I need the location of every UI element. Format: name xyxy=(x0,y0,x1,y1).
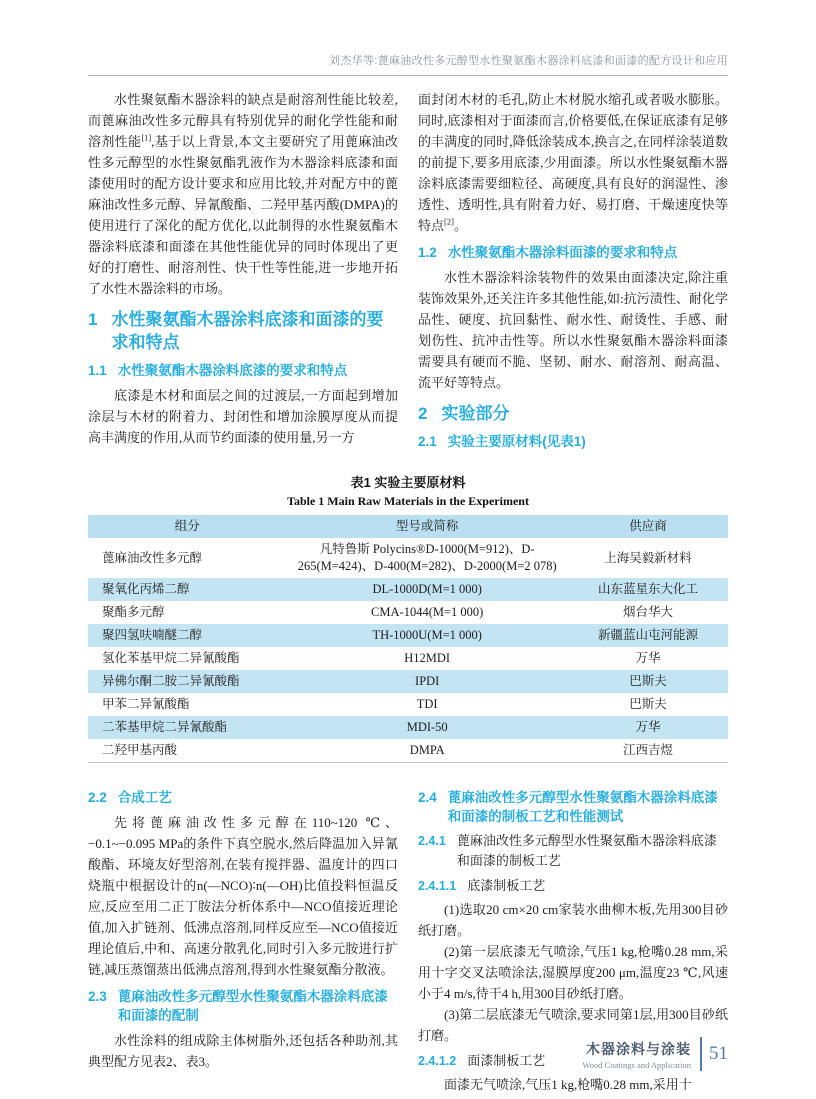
section-heading-1-2 xyxy=(418,243,728,262)
section-number: 1.1 xyxy=(88,363,107,378)
section-title: 蓖麻油改性多元醇型水性聚氨酯木器涂料底漆和面漆的制板工艺 xyxy=(456,833,717,868)
table-row xyxy=(88,601,728,624)
table-cell: 二羟甲基丙酸 xyxy=(102,743,178,757)
table-cell: 江西吉煜 xyxy=(622,743,673,757)
section-title: 水性聚氨酯木器涂料底漆和面漆的要求和特点 xyxy=(111,310,384,352)
running-head: 刘杰华等:蓖麻油改性多元醇型水性聚氨酯木器涂料底漆和面漆的配方设计和应用 xyxy=(329,55,728,67)
table-cell: CMA-1044(M=1 000) xyxy=(371,605,484,619)
table-cell: TDI xyxy=(416,697,438,711)
section-heading-2-2 xyxy=(88,788,398,807)
section-number: 2.4.1.2 xyxy=(418,1054,457,1068)
section-title: 面漆制板工艺 xyxy=(467,1053,546,1068)
table-cell: 聚氧化丙烯二醇 xyxy=(102,582,190,596)
section-heading-1-1 xyxy=(88,361,398,380)
table-row xyxy=(88,578,728,601)
table-cell: 蓖麻油改性多元醇 xyxy=(102,550,203,565)
paragraph: 面漆无气喷涂,气压1 kg,枪嘴0.28 mm,采用十 xyxy=(444,1077,692,1092)
section-number: 2.3 xyxy=(88,989,107,1004)
citation-ref: [1] xyxy=(141,132,152,143)
footer-divider xyxy=(700,1037,702,1071)
table1 xyxy=(88,515,728,763)
section-number: 1.2 xyxy=(418,245,437,260)
paragraph-text: 面封闭木材的毛孔,防止木材脱水缩孔或者吸水膨胀。同时,底漆相对于面漆而言,价格要低,在保证底漆有足够的丰满度的同时,降低涂装成本,换言之,在同样涂装道数的前提下,要多用底漆,少用面漆。所以水性聚氨酯木器涂料底漆需要细粒径、高硬度,具有良好的润湿性、渗透性、透明性,具有附着力好、易打磨、干燥速度快等特点 xyxy=(418,92,728,233)
table-cell: TH-1000U(M=1 000) xyxy=(372,628,482,642)
section-heading-2-1 xyxy=(418,432,728,451)
paragraph: 底漆是木材和面层之间的过渡层,一方面起到增加涂层与木材的附着力、封闭性和增加涂膜厚度从而提高丰满度的作用,从而节约面漆的使用量,另一方 xyxy=(88,388,398,445)
paragraph: 水性涂料的组成除主体树脂外,还包括各种助剂,其典型配方见表2、表3。 xyxy=(88,1033,398,1069)
table-row xyxy=(88,538,728,578)
table-cell: 烟台华大 xyxy=(622,605,673,619)
table-row xyxy=(88,739,728,763)
paragraph-text: 水性聚氨酯木器涂料的缺点是耐溶剂性能比较差,而蓖麻油改性多元醇具有特别优异的耐化学性能和耐溶剂性能 xyxy=(88,92,398,149)
page-number: 51 xyxy=(709,1043,728,1064)
procedure-step: (3)第二层底漆无气喷涂,要求同第1层,用300目砂纸打磨。 xyxy=(418,1007,728,1043)
section-title: 蓖麻油改性多元醇型水性聚氨酯木器涂料底漆和面漆的配制 xyxy=(117,989,388,1023)
section-heading-2-4-1 xyxy=(418,831,728,871)
section-title: 实验主要原材料(见表1) xyxy=(447,434,586,449)
section-number: 2.1 xyxy=(418,434,437,449)
section-title: 实验部分 xyxy=(441,404,510,423)
journal-name-block xyxy=(582,1039,691,1070)
table-cell: 巴斯夫 xyxy=(629,697,667,711)
column-header: 型号或简称 xyxy=(286,515,568,538)
table-header-row xyxy=(88,515,728,538)
table-cell: MDI-50 xyxy=(406,720,448,734)
section-title: 底漆制板工艺 xyxy=(467,878,546,893)
top-columns xyxy=(88,89,728,456)
table-row xyxy=(88,716,728,739)
paragraph: 水性木器涂料涂装物件的效果由面漆决定,除注重装饰效果外,还关注许多其他性能,如:抗污渍性、耐化学品性、硬度、抗回黏性、耐水性、耐烫性、手感、耐划伤性、抗冲击性等。所以水性聚氨酯木器涂料面漆需要具有硬而不脆、坚韧、耐水、耐溶剂、耐高温、流平好等特点。 xyxy=(418,270,728,390)
top-left-column xyxy=(88,89,398,456)
section-number: 2.4.1 xyxy=(418,834,446,848)
column-header: 组分 xyxy=(88,515,286,538)
top-right-column xyxy=(418,89,728,456)
journal-name-cn: 木器涂料与涂装 xyxy=(586,1040,691,1057)
section-title: 水性聚氨酯木器涂料面漆的要求和特点 xyxy=(447,245,678,260)
table1-block xyxy=(88,472,728,763)
section-heading-2 xyxy=(418,402,728,425)
citation-ref: [2] xyxy=(444,216,454,227)
table-cell: 异佛尔酮二胺二异氰酸酯 xyxy=(102,674,240,688)
column-header: 供应商 xyxy=(568,515,728,538)
table-cell: 巴斯夫 xyxy=(629,674,667,688)
page-footer xyxy=(582,1037,728,1071)
table-cell: 氢化苯基甲烷二异氰酸酯 xyxy=(102,651,240,665)
table-row xyxy=(88,647,728,670)
table-cell: 上海吴毅新材料 xyxy=(604,550,692,565)
section-heading-2-4 xyxy=(418,788,728,826)
section-heading-2-4-1-1 xyxy=(418,876,728,896)
paragraph-text: ,基于以上背景,本文主要研究了用蓖麻油改性多元醇型的水性聚氨酯乳液作为木器涂料底漆和面漆使用时的配方设计要求和应用比较,并对配方中的蓖麻油改性多元醇、异氰酸酯、二羟甲基丙酸(DMPA)的使用进行了深化的配方优化,以此制得的水性聚氨酯木器涂料底漆和面漆在其他性能优异的同时体现出了更好的打磨性、耐溶剂性、快干性等性能,进一步地开拓了水性木器涂料的市场。 xyxy=(88,134,398,296)
section-number: 1 xyxy=(88,310,98,329)
table-cell: 万华 xyxy=(635,720,661,734)
table-cell: DMPA xyxy=(409,743,445,757)
table-cell: 万华 xyxy=(635,651,661,665)
section-number: 2 xyxy=(418,404,428,423)
table-row xyxy=(88,670,728,693)
paragraph: 先将蓖麻油改性多元醇在110~120 ℃、−0.1~−0.095 MPa的条件下真空脱水,然后降温加入异氰酸酯、环境友好型溶剂,在装有搅拌器、温度计的四口烧瓶中根据设计的n(—NCO)∶n(—OH)比值投料恒温反应,反应至用二正丁胺法分析体系中—NCO值接近理论值,加入扩链剂、低沸点溶剂,同样反应至—NCO值接近理论值后,中和、高速分散乳化,同时引入多元胺进行扩链,减压蒸馏蒸出低沸点溶剂,得到水性聚氨酯分散液。 xyxy=(88,815,398,977)
table-row xyxy=(88,624,728,647)
section-title: 水性聚氨酯木器涂料底漆的要求和特点 xyxy=(117,363,348,378)
procedure-step: (2)第一层底漆无气喷涂,气压1 kg,枪嘴0.28 mm,采用十字交叉法喷涂法,湿膜厚度200 μm,温度23 ℃,风速小于4 m/s,待干4 h,用300目砂纸打磨。 xyxy=(418,944,728,1001)
table-row xyxy=(88,693,728,716)
bottom-left-column xyxy=(88,781,398,1095)
section-title: 蓖麻油改性多元醇型水性聚氨酯木器涂料底漆和面漆的制板工艺和性能测试 xyxy=(447,790,718,824)
header-rule xyxy=(88,75,728,76)
section-heading-1 xyxy=(88,308,398,354)
table-cell: H12MDI xyxy=(404,651,451,665)
section-number: 2.4 xyxy=(418,790,437,805)
table-title-en: Table 1 Main Raw Materials in the Experiment xyxy=(287,494,529,508)
section-title: 合成工艺 xyxy=(117,790,172,805)
paragraph-text: 。 xyxy=(453,218,467,233)
section-number: 2.4.1.1 xyxy=(418,879,457,893)
table-cell: 新疆蓝山屯河能源 xyxy=(597,628,698,642)
table-cell: 山东蓝星东大化工 xyxy=(597,582,698,596)
table-cell: 聚四氢呋喃醚二醇 xyxy=(102,628,203,642)
procedure-step: (1)选取20 cm×20 cm家装水曲柳木板,先用300目砂纸打磨。 xyxy=(418,902,728,938)
section-heading-2-3 xyxy=(88,987,398,1025)
table-cell: DL-1000D(M=1 000) xyxy=(372,582,482,596)
section-number: 2.2 xyxy=(88,790,107,805)
table-cell: 聚酯多元醇 xyxy=(102,605,165,619)
table-cell: 甲苯二异氰酸酯 xyxy=(102,697,190,711)
table-cell: 二苯基甲烷二异氰酸酯 xyxy=(102,720,228,734)
paragraph-continuation xyxy=(418,89,728,236)
table-cell: IPDI xyxy=(415,674,440,688)
journal-name-en: Wood Coatings and Application xyxy=(582,1059,691,1070)
paragraph-intro xyxy=(88,89,398,299)
table-cell: 凡特鲁斯 Polycins®D-1000(M=912)、D-265(M=424)、D-400(M=282)、D-2000(M=2 078) xyxy=(297,542,557,573)
table-title-cn: 表1 实验主要原材料 xyxy=(350,475,466,490)
